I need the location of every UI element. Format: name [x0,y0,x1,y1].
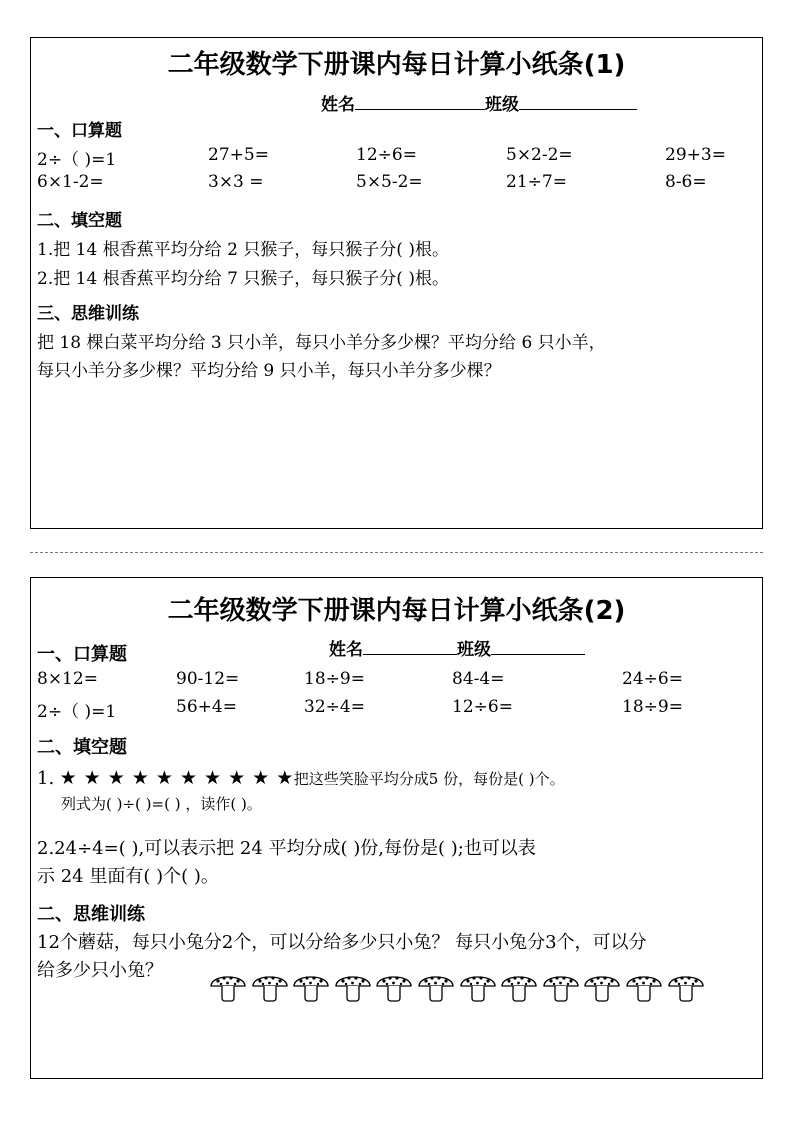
mushroom-icon [583,966,621,1004]
fill-question-1: 1.把 14 根香蕉平均分给 2 只猴子，每只猴子分( )根。 [37,240,449,260]
section-heading-thinking: 三、思维训练 [37,304,139,324]
mushroom-icon [251,966,289,1004]
thinking-text-line-2: 给多少只小兔？ [37,960,163,981]
mushroom-icon [292,966,330,1004]
question-number: 1. [37,768,55,789]
class-field[interactable] [519,93,637,110]
mushroom-icon [334,966,372,1004]
worksheet-title: 二年级数学下册课内每日计算小纸条(1) [167,50,626,80]
thinking-text-line-1: 12个蘑菇，每只小兔分2个，可以分给多少只小兔？ 每只小兔分3个，可以分 [37,932,647,953]
oral-problem: 21÷7= [506,172,567,192]
cut-line [30,552,763,553]
mushroom-icon [209,966,247,1004]
oral-problem: 3×3 = [208,172,264,192]
oral-problem: 32÷4= [304,697,365,717]
name-field[interactable] [363,638,457,655]
name-label: 姓名 [321,95,355,115]
class-field[interactable] [491,638,585,655]
section-heading-fill: 二、填空题 [37,211,122,231]
oral-problem: 5×5-2= [356,172,423,192]
section-heading-oral: 一、口算题 [37,121,122,141]
oral-problem: 2÷（ )=1 [37,150,117,170]
oral-problem: 6×1-2= [37,172,104,192]
oral-problem: 18÷9= [304,669,365,689]
class-label: 班级 [485,95,519,115]
fill-question-1-equation: 列式为( )÷( )=( ) ，读作( )。 [61,795,262,813]
fill-question-2: 2.把 14 根香蕉平均分给 7 只猴子，每只猴子分( )根。 [37,269,449,289]
oral-problem: 8-6= [665,172,707,192]
worksheet-card-1 [30,37,763,529]
mushroom-icon [625,966,663,1004]
question-text: 把这些笑脸平均分成5 份，每份是( )个。 [293,770,565,788]
name-label: 姓名 [329,640,363,660]
section-heading-thinking: 二、思维训练 [37,904,145,925]
oral-problem: 5×2-2= [506,145,573,165]
name-class-row [329,635,585,660]
mushroom-icon [500,966,538,1004]
oral-problem: 12÷6= [452,697,513,717]
oral-problem: 29+3= [665,145,726,165]
oral-problem: 90-12= [176,669,240,689]
mushroom-icon [375,966,413,1004]
worksheet-card-2 [30,577,763,1079]
thinking-text-line-1: 把 18 棵白菜平均分给 3 只小羊，每只小羊分多少棵？平均分给 6 只小羊， [37,333,606,353]
mushroom-icon [459,966,497,1004]
section-heading-fill: 二、填空题 [37,737,127,758]
fill-question-2-line-1: 2.24÷4=( ),可以表示把 24 平均分成( )份,每份是( );也可以表 [37,838,536,859]
oral-problem: 56+4= [176,697,237,717]
oral-problem: 8×12= [37,669,98,689]
class-label: 班级 [457,640,491,660]
mushroom-icon [667,966,705,1004]
mushroom-icon [417,966,455,1004]
name-class-row [321,90,637,115]
thinking-text-line-2: 每只小羊分多少棵？平均分给 9 只小羊，每只小羊分多少棵？ [37,361,501,381]
mushroom-icon [542,966,580,1004]
oral-problem: 18÷9= [622,697,683,717]
fill-question-1 [37,767,565,789]
oral-problem: 2÷（ )=1 [37,702,117,722]
star-row: ★ ★ ★ ★ ★ ★ ★ ★ ★ ★ [59,767,294,789]
oral-problem: 12÷6= [356,145,417,165]
name-field[interactable] [355,93,485,110]
fill-question-2-line-2: 示 24 里面有( )个( )。 [37,866,219,887]
oral-problem: 24÷6= [622,669,683,689]
worksheet-title: 二年级数学下册课内每日计算小纸条(2) [167,596,626,626]
oral-problem: 84-4= [452,669,505,689]
oral-problem: 27+5= [208,145,269,165]
section-heading-oral: 一、口算题 [37,644,127,665]
